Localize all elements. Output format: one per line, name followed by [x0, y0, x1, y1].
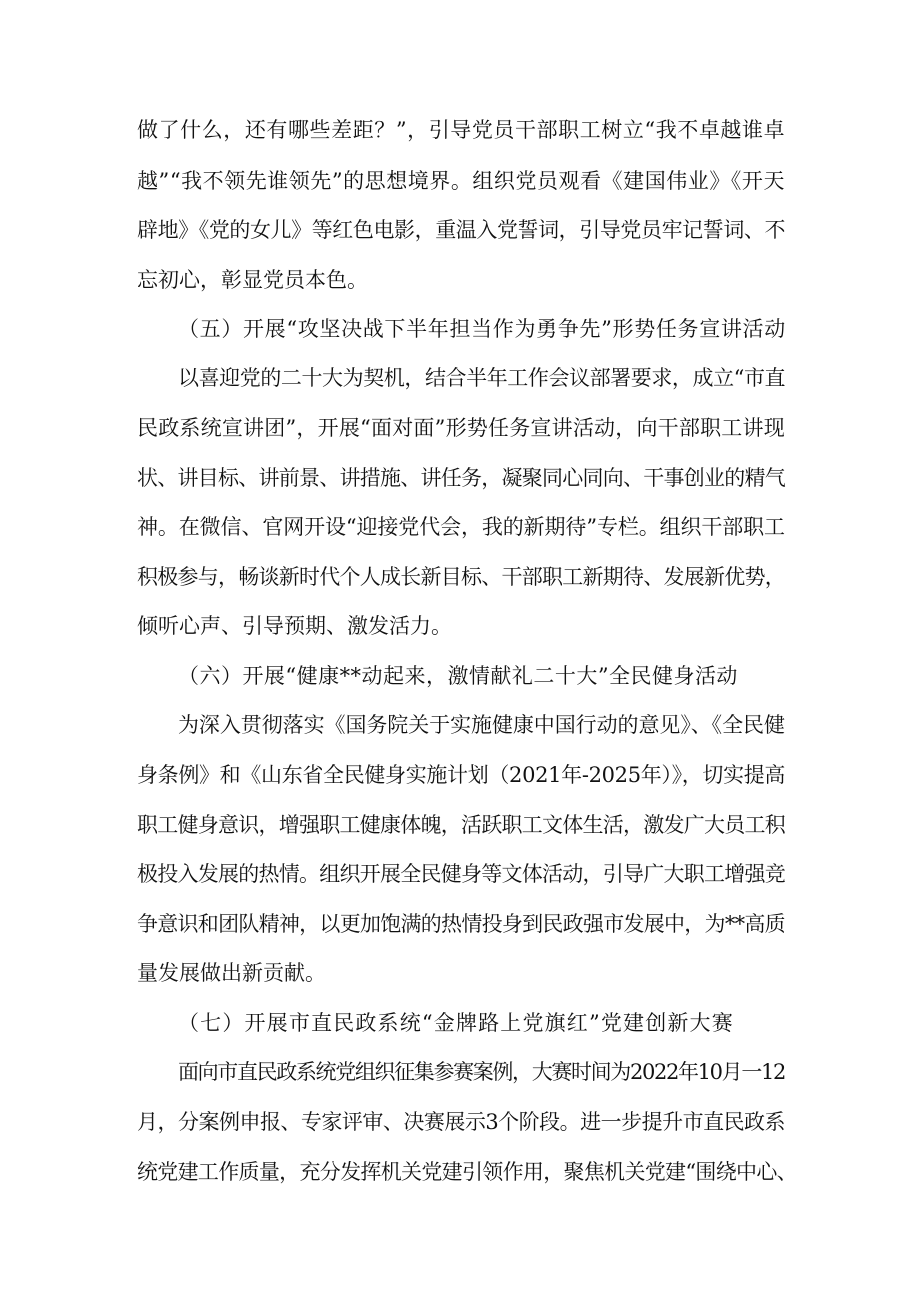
paragraph-line: 月，分案例申报、专家评审、决赛展示3个阶段。进一步提升市直民政系 — [137, 1110, 786, 1134]
paragraph-line: 越”“我不领先谁领先”的思想境界。组织党员观看《建国伟业》《开天 — [137, 169, 785, 193]
paragraph-line: 辟地》《党的女儿》等红色电影，重温入党誓词，引导党员牢记誓词、不 — [137, 218, 786, 242]
paragraph-line: 神。在微信、官网开设“迎接党代会，我的新期待”专栏。组织干部职工 — [137, 515, 785, 539]
paragraph-line: 争意识和团队精神，以更加饱满的热情投身到民政强市发展中，为**高质 — [137, 912, 785, 936]
paragraph-line: 以喜迎党的二十大为契机，结合半年工作会议部署要求，成立“市直 — [178, 366, 786, 390]
paragraph-line: 忘初心，彰显党员本色。 — [137, 268, 368, 292]
paragraph-line: 民政系统宣讲团”，开展“面对面”形势任务宣讲活动，向干部职工讲现 — [137, 416, 785, 440]
paragraph-line: 状、讲目标、讲前景、讲措施、讲任务，凝聚同心同向、干事创业的精气 — [137, 466, 785, 490]
paragraph-line: 做了什么，还有哪些差距？”，引导党员干部职工树立“我不卓越谁卓 — [137, 118, 786, 142]
section-heading: （六）开展“健康**动起来，激情献礼二十大”全民健身活动 — [178, 664, 738, 688]
paragraph-line: 倾听心声、引导预期、激发活力。 — [137, 614, 452, 638]
section-heading: （五）开展“攻坚决战下半年担当作为勇争先”形势任务宣讲活动 — [178, 317, 786, 341]
paragraph-line: 统党建工作质量，充分发挥机关党建引领作用，聚焦机关党建“围绕中心、 — [137, 1160, 797, 1184]
paragraph-line: 面向市直民政系统党组织征集参赛案例，大赛时间为2022年10月一12 — [178, 1060, 785, 1084]
paragraph-line: 极投入发展的热情。组织开展全民健身等文体活动，引导广大职工增强竞 — [137, 862, 785, 886]
section-heading: （七）开展市直民政系统“金牌路上党旗红”党建创新大赛 — [178, 1011, 734, 1035]
paragraph-line: 积极参与，畅谈新时代个人成长新目标、干部职工新期待、发展新优势， — [137, 565, 785, 589]
paragraph-line: 职工健身意识，增强职工健康体魄，活跃职工文体生活，激发广大员工积 — [137, 813, 785, 837]
paragraph-line: 身条例》和《山东省全民健身实施计划（2021年-2025年）》，切实提高 — [137, 763, 786, 787]
paragraph-line: 为深入贯彻落实《国务院关于实施健康中国行动的意见》、《全民健 — [178, 713, 785, 737]
paragraph-line: 量发展做出新贡献。 — [137, 961, 326, 985]
